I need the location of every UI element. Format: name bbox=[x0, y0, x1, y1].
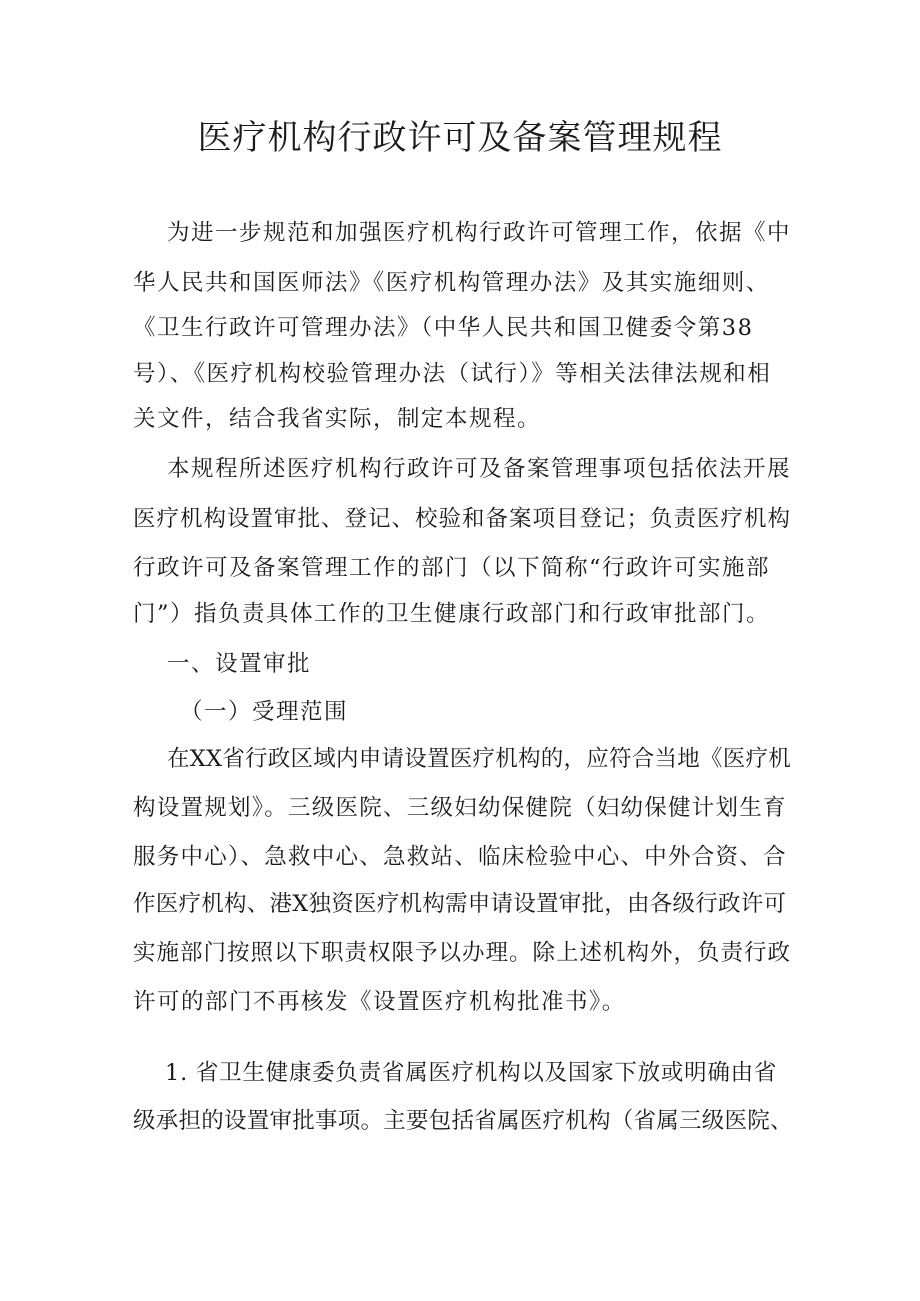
paragraph-line: 医疗机构设置审批、登记、校验和备案项目登记；负责医疗机构 bbox=[133, 506, 792, 532]
paragraph-line: 行政许可及备案管理工作的部门（以下简称“行政许可实施部 bbox=[133, 555, 771, 581]
paragraph-line: 服务中心）、急救中心、急救站、临床检验中心、中外合资、合 bbox=[133, 844, 787, 870]
paragraph-line: 关文件，结合我省实际，制定本规程。 bbox=[133, 406, 542, 432]
paragraph-line: 号）、《医疗机构校验管理办法（试行）》等相关法律法规和相 bbox=[133, 361, 772, 387]
subsection-heading: （一）受理范围 bbox=[180, 699, 349, 725]
paragraph-line: 在XX省行政区域内申请设置医疗机构的，应符合当地《医疗机 bbox=[167, 746, 792, 772]
paragraph-line: 为进一步规范和加强医疗机构行政许可管理工作，依据《中 bbox=[167, 220, 792, 246]
paragraph-line: 华人民共和国医师法》《医疗机构管理办法》及其实施细则、 bbox=[133, 270, 770, 296]
paragraph-line: 作医疗机构、港X独资医疗机构需申请设置审批，由各级行政许可 bbox=[133, 891, 787, 917]
section-heading: 一、设置审批 bbox=[167, 651, 312, 677]
paragraph-line: 许可的部门不再核发《设置医疗机构批准书》。 bbox=[133, 989, 626, 1015]
numbered-item-line: 1. 省卫生健康委负责省属医疗机构以及国家下放或明确由省 bbox=[165, 1060, 778, 1086]
paragraph-line: 构设置规划》。三级医院、三级妇幼保健院（妇幼保健计划生育 bbox=[133, 795, 787, 821]
numbered-item-line: 级承担的设置审批事项。主要包括省属医疗机构（省属三级医院、 bbox=[133, 1108, 793, 1134]
paragraph-line: 实施部门按照以下职责权限予以办理。除上述机构外，负责行政 bbox=[133, 940, 792, 966]
paragraph-line: 本规程所述医疗机构行政许可及备案管理事项包括依法开展 bbox=[167, 456, 792, 482]
paragraph-line: 《卫生行政许可管理办法》（中华人民共和国卫健委令第38 bbox=[133, 315, 754, 341]
document-title: 医疗机构行政许可及备案管理规程 bbox=[197, 118, 723, 158]
paragraph-line: 门”）指负责具体工作的卫生健康行政部门和行政审批部门。 bbox=[133, 601, 771, 627]
